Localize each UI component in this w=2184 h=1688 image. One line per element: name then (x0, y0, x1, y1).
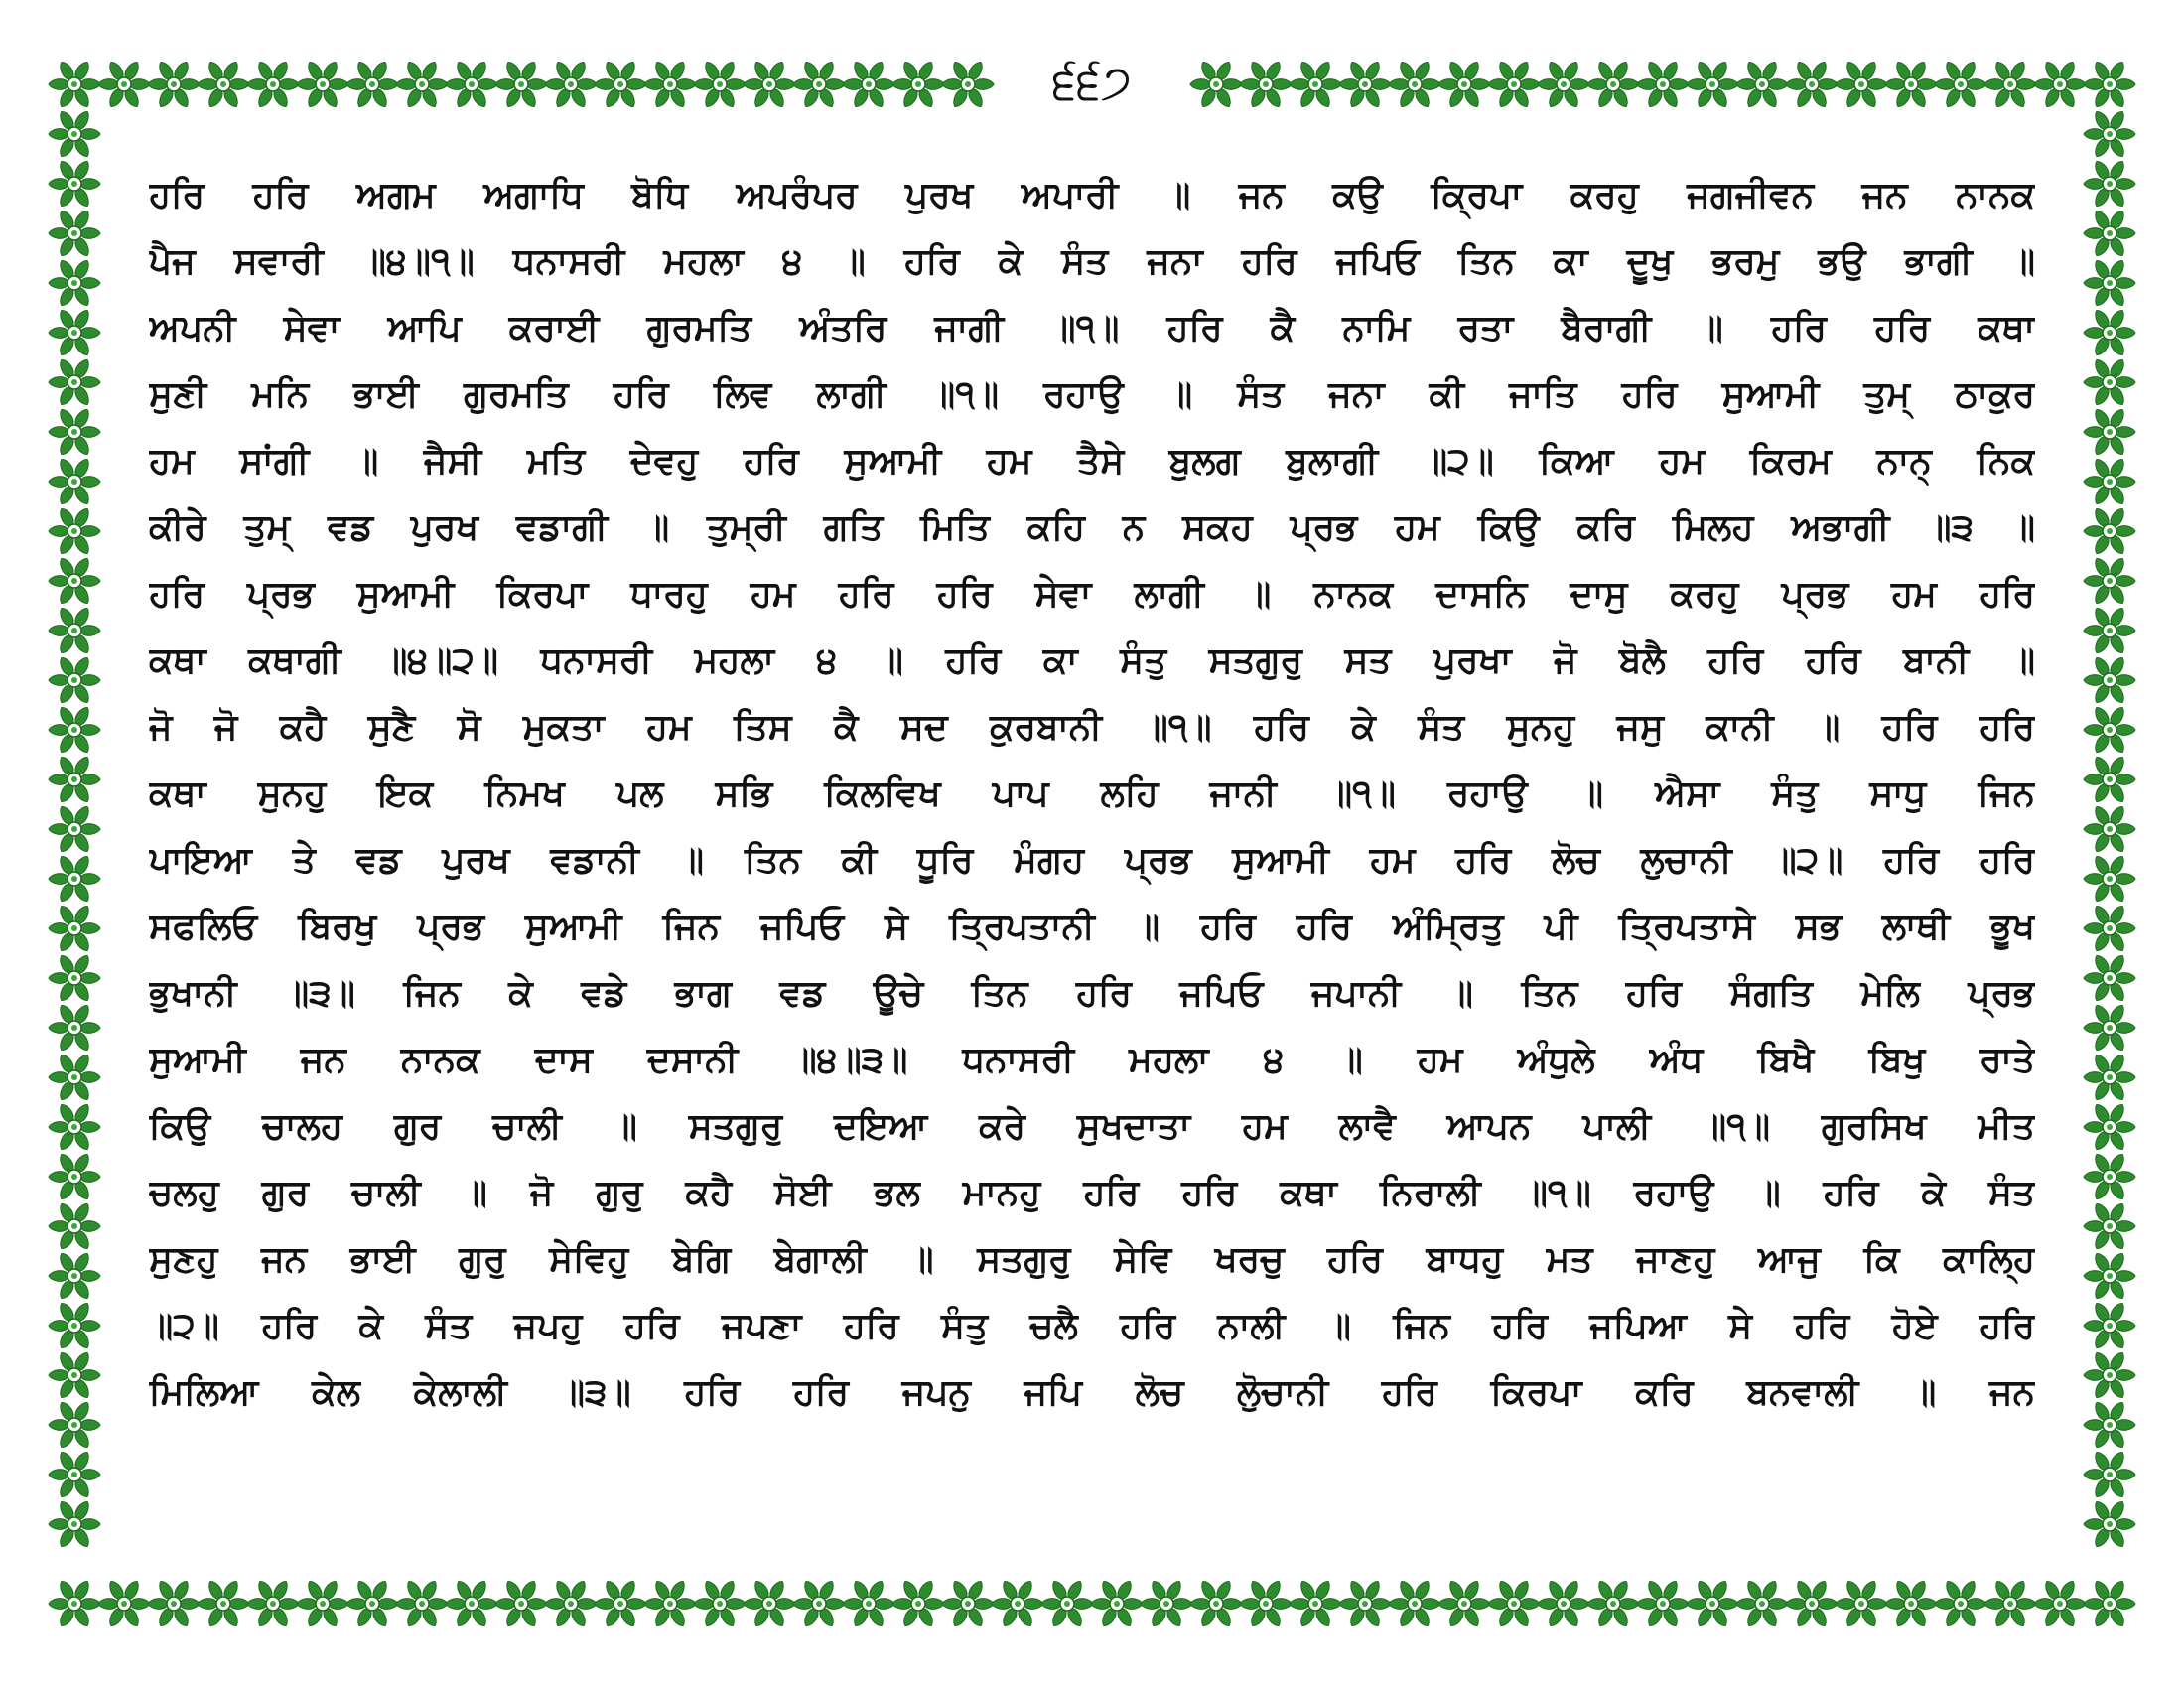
text-line: ਕਥਾ ਸੁਨਹੁ ਇਕ ਨਿਮਖ ਪਲ ਸਭਿ ਕਿਲਵਿਖ ਪਾਪ ਲਹਿ ਜਾਨੀ ॥੧॥ ਰਹਾਉ ॥ ਐਸਾ ਸੰਤੁ ਸਾਧੁ ਜਿਨ (149, 774, 2035, 814)
flower-icon (2075, 149, 2144, 218)
flower-icon (2075, 199, 2144, 268)
text-line: ਪਾਇਆ ਤੇ ਵਡ ਪੁਰਖ ਵਡਾਨੀ ॥ ਤਿਨ ਕੀ ਧੂਰਿ ਮੰਗਹ ਪ੍ਰਭ ਸੁਆਮੀ ਹਮ ਹਰਿ ਲੋਚ ਲੁਚਾਨੀ ॥੨॥ ਹਰਿ ਹਰਿ (149, 840, 2035, 881)
text-line: ਹਰਿ ਪ੍ਰਭ ਸੁਆਮੀ ਕਿਰਪਾ ਧਾਰਹੁ ਹਮ ਹਰਿ ਹਰਿ ਸੇਵਾ ਲਾਗੀ ॥ ਨਾਨਕ ਦਾਸਨਿ ਦਾਸੁ ਕਰਹੁ ਪ੍ਰਭ ਹਮ ਹਰਿ (149, 574, 2035, 615)
flower-icon (2075, 1241, 2144, 1311)
flower-icon (2075, 1092, 2144, 1162)
flower-icon (2075, 1569, 2144, 1638)
flower-icon (2075, 1489, 2144, 1559)
flower-icon (2075, 447, 2144, 516)
flower-icon (2075, 745, 2144, 814)
text-line: ਸੁਣੀ ਮਨਿ ਭਾਈ ਗੁਰਮਤਿ ਹਰਿ ਲਿਵ ਲਾਗੀ ॥੧॥ ਰਹਾਉ ॥ ਸੰਤ ਜਨਾ ਕੀ ਜਾਤਿ ਹਰਿ ਸੁਆਮੀ ਤੁਮ੍ ਠਾਕੁਰ (149, 374, 2035, 415)
flower-icon (40, 794, 109, 864)
text-line: ਮਿਲਿਆ ਕੇਲ ਕੇਲਾਲੀ ॥੩॥ ਹਰਿ ਹਰਿ ਜਪਨੁ ਜਪਿ ਲੋਚ ਲੋੁਚਾਨੀ ਹਰਿ ਕਿਰਪਾ ਕਰਿ ਬਨਵਾਲੀ ॥ ਜਨ (149, 1372, 2035, 1413)
flower-icon (40, 1043, 109, 1112)
text-line: ਭੁਖਾਨੀ ॥੩॥ ਜਿਨ ਕੇ ਵਡੇ ਭਾਗ ਵਡ ਊਚੇ ਤਿਨ ਹਰਿ ਜਪਿਓ ਜਪਾਨੀ ॥ ਤਿਨ ਹਰਿ ਸੰਗਤਿ ਮੇਲਿ ਪ੍ਰਭ (149, 973, 2035, 1014)
flower-icon (40, 248, 109, 318)
flower-icon (40, 1291, 109, 1360)
flower-icon (2075, 1192, 2144, 1261)
flower-icon (2075, 496, 2144, 566)
flower-icon (2075, 1291, 2144, 1360)
text-line: ਜੋ ਜੋ ਕਹੈ ਸੁਣੈ ਸੋ ਮੁਕਤਾ ਹਮ ਤਿਸ ਕੈ ਸਦ ਕੁਰਬਾਨੀ ॥੧॥ ਹਰਿ ਕੇ ਸੰਤ ਸੁਨਹੁ ਜਸੁ ਕਾਨੀ ॥ ਹਰਿ ਹਰਿ (149, 707, 2035, 748)
flower-icon (40, 1092, 109, 1162)
flower-icon (2075, 1440, 2144, 1509)
flower-icon (2075, 1043, 2144, 1112)
page-number: ੬੬੭ (1052, 55, 1132, 110)
flower-icon (40, 745, 109, 814)
flower-icon (2075, 546, 2144, 616)
flower-icon (40, 1241, 109, 1311)
flower-icon (40, 993, 109, 1062)
flower-icon (40, 1142, 109, 1211)
text-line: ਕਥਾ ਕਥਾਗੀ ॥੪॥੨॥ ਧਨਾਸਰੀ ਮਹਲਾ ੪ ॥ ਹਰਿ ਕਾ ਸੰਤੁ ਸਤਗੁਰੁ ਸਤ ਪੁਰਖਾ ਜੋ ਬੋਲੈ ਹਰਿ ਹਰਿ ਬਾਨੀ ॥ (149, 640, 2035, 681)
flower-icon (2075, 943, 2144, 1013)
text-line: ਪੈਜ ਸਵਾਰੀ ॥੪॥੧॥ ਧਨਾਸਰੀ ਮਹਲਾ ੪ ॥ ਹਰਿ ਕੇ ਸੰਤ ਜਨਾ ਹਰਿ ਜਪਿਓ ਤਿਨ ਕਾ ਦੂਖੁ ਭਰਮੁ ਭਉ ਭਾਗੀ ॥ (149, 241, 2035, 282)
flower-icon (2075, 894, 2144, 963)
flower-icon (40, 695, 109, 765)
text-line: ਕੀਰੇ ਤੁਮ੍ ਵਡ ਪੁਰਖ ਵਡਾਗੀ ॥ ਤੁਮ੍ਰੀ ਗਤਿ ਮਿਤਿ ਕਹਿ ਨ ਸਕਹ ਪ੍ਰਭ ਹਮ ਕਿਉ ਕਰਿ ਮਿਲਹ ਅਭਾਗੀ ॥੩ ॥ (149, 507, 2035, 548)
flower-icon (40, 447, 109, 516)
flower-icon (2075, 695, 2144, 765)
text-line: ਅਪਨੀ ਸੇਵਾ ਆਪਿ ਕਰਾਈ ਗੁਰਮਤਿ ਅੰਤਰਿ ਜਾਗੀ ॥੧॥ ਹਰਿ ਕੈ ਨਾਮਿ ਰਤਾ ਬੈਰਾਗੀ ॥ ਹਰਿ ਹਰਿ ਕਥਾ (149, 308, 2035, 349)
flower-icon (40, 546, 109, 616)
flower-icon (2075, 248, 2144, 318)
flower-icon (2075, 348, 2144, 417)
text-line: ਹਰਿ ਹਰਿ ਅਗਮ ਅਗਾਧਿ ਬੋਧਿ ਅਪਰੰਪਰ ਪੁਰਖ ਅਪਾਰੀ ॥ ਜਨ ਕਉ ਕ੍ਰਿਪਾ ਕਰਹੁ ਜਗਜੀਵਨ ਜਨ ਨਾਨਕ (149, 175, 2035, 215)
text-line: ਚਲਹੁ ਗੁਰ ਚਾਲੀ ॥ ਜੋ ਗੁਰੁ ਕਹੈ ਸੋਈ ਭਲ ਮਾਨਹੁ ਹਰਿ ਹਰਿ ਕਥਾ ਨਿਰਾਲੀ ॥੧॥ ਰਹਾਉ ॥ ਹਰਿ ਕੇ ਸੰਤ (149, 1173, 2035, 1213)
flower-icon (2075, 1142, 2144, 1211)
text-line: ਸੁਆਮੀ ਜਨ ਨਾਨਕ ਦਾਸ ਦਸਾਨੀ ॥੪॥੩॥ ਧਨਾਸਰੀ ਮਹਲਾ ੪ ॥ ਹਮ ਅੰਧੁਲੇ ਅੰਧ ਬਿਖੈ ਬਿਖੁ ਰਾਤੇ (149, 1040, 2035, 1080)
text-line: ਹਮ ਸਾਂਗੀ ॥ ਜੈਸੀ ਮਤਿ ਦੇਵਹੁ ਹਰਿ ਸੁਆਮੀ ਹਮ ਤੈਸੇ ਬੁਲਗ ਬੁਲਾਗੀ ॥੨॥ ਕਿਆ ਹਮ ਕਿਰਮ ਨਾਨ੍ ਨਿਕ (149, 441, 2035, 482)
flower-icon (40, 1340, 109, 1410)
flower-icon (40, 1390, 109, 1460)
flower-icon (40, 894, 109, 963)
flower-icon (40, 844, 109, 914)
scripture-text-block (149, 162, 2035, 1426)
flower-icon (40, 298, 109, 367)
flower-icon (40, 348, 109, 417)
flower-icon (40, 1489, 109, 1559)
flower-icon (933, 50, 1003, 119)
text-line: ਕਿਉ ਚਾਲਹ ਗੁਰ ਚਾਲੀ ॥ ਸਤਗੁਰੁ ਦਇਆ ਕਰੇ ਸੁਖਦਾਤਾ ਹਮ ਲਾਵੈ ਆਪਨ ਪਾਲੀ ॥੧॥ ਗੁਰਸਿਖ ਮੀਤ (149, 1106, 2035, 1147)
flower-icon (2075, 596, 2144, 665)
flower-icon (40, 1192, 109, 1261)
flower-icon (2075, 993, 2144, 1062)
flower-icon (40, 149, 109, 218)
flower-icon (2075, 844, 2144, 914)
flower-icon (2075, 1340, 2144, 1410)
flower-icon (2075, 1390, 2144, 1460)
flower-icon (40, 397, 109, 467)
flower-icon (40, 943, 109, 1013)
flower-icon (40, 496, 109, 566)
flower-icon (40, 1440, 109, 1509)
text-line: ਸਫਲਿਓ ਬਿਰਖੁ ਪ੍ਰਭ ਸੁਆਮੀ ਜਿਨ ਜਪਿਓ ਸੇ ਤ੍ਰਿਪਤਾਨੀ ॥ ਹਰਿ ਹਰਿ ਅੰਮ੍ਰਿਤੁ ਪੀ ਤ੍ਰਿਪਤਾਸੇ ਸਭ ਲਾਥੀ ਭੂਖ (149, 907, 2035, 947)
flower-icon (2075, 99, 2144, 169)
flower-icon (2075, 50, 2144, 119)
flower-icon (2075, 794, 2144, 864)
flower-icon (2075, 298, 2144, 367)
flower-icon (40, 596, 109, 665)
flower-icon (2075, 645, 2144, 715)
flower-icon (40, 99, 109, 169)
flower-icon (2075, 397, 2144, 467)
flower-icon (40, 199, 109, 268)
flower-icon (40, 645, 109, 715)
text-line: ਸੁਣਹੁ ਜਨ ਭਾਈ ਗੁਰੁ ਸੇਵਿਹੁ ਬੇਗਿ ਬੇਗਾਲੀ ॥ ਸਤਗੁਰੁ ਸੇਵਿ ਖਰਚੁ ਹਰਿ ਬਾਧਹੁ ਮਤ ਜਾਣਹੁ ਆਜੁ ਕਿ ਕਾਲ੍ਹਿ (149, 1239, 2035, 1280)
text-line: ॥੨॥ ਹਰਿ ਕੇ ਸੰਤ ਜਪਹੁ ਹਰਿ ਜਪਣਾ ਹਰਿ ਸੰਤੁ ਚਲੈ ਹਰਿ ਨਾਲੀ ॥ ਜਿਨ ਹਰਿ ਜਪਿਆ ਸੇ ਹਰਿ ਹੋਏ ਹਰਿ (149, 1306, 2035, 1346)
